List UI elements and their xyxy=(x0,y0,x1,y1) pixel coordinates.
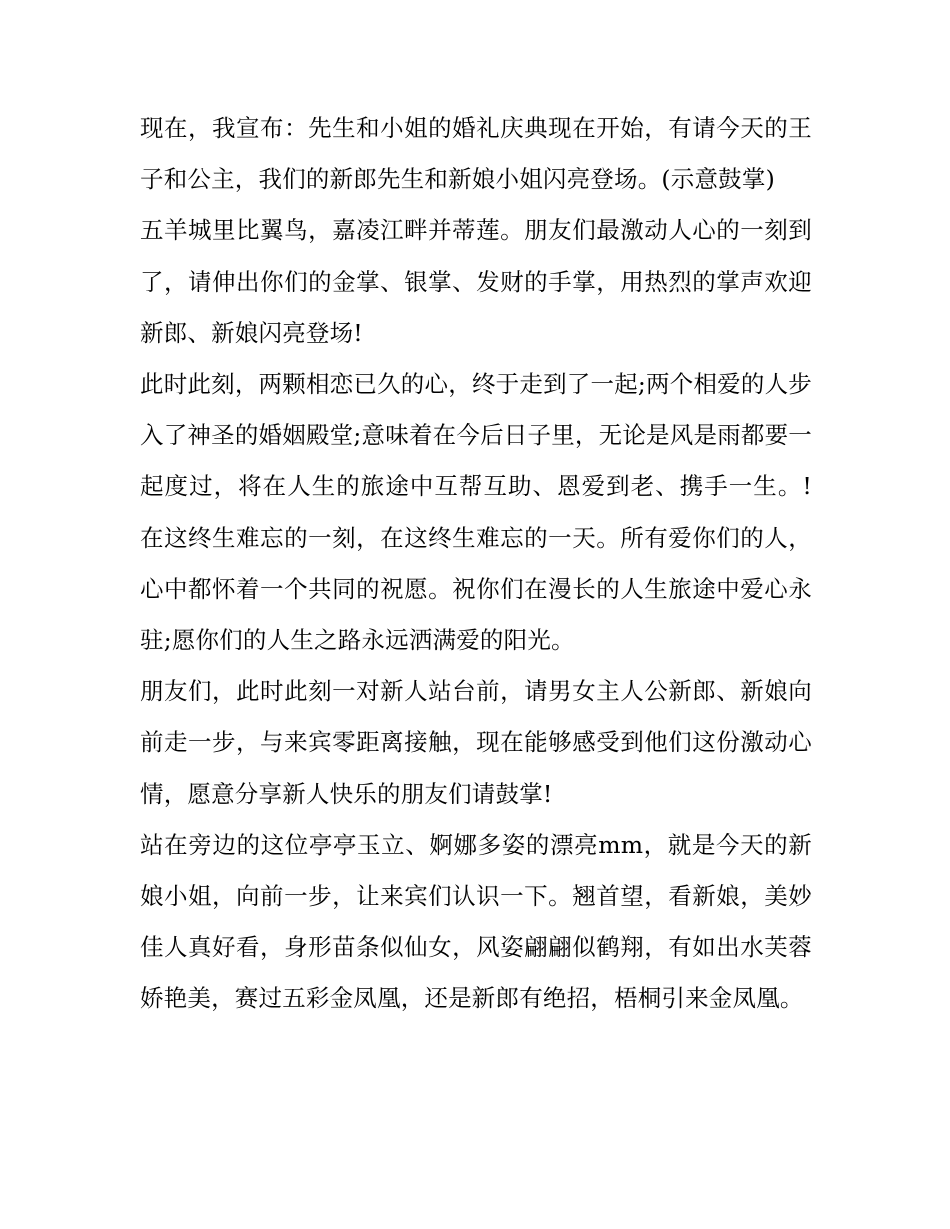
paragraph: 站在旁边的这位亭亭玉立、婀娜多姿的漂亮mm，就是今天的新娘小姐，向前一步，让来宾们认识一下。翘首望，看新娘，美妙佳人真好看，身形苗条似仙女，风姿翩翩似鹤翔，有如出水芙蓉娇艳美，赛过五彩金凤凰，还是新郎有绝招，梧桐引来金凤凰。 xyxy=(140,830,812,1013)
document-body xyxy=(140,103,812,1025)
paragraph: 朋友们，此时此刻一对新人站台前，请男女主人公新郎、新娘向前走一步，与来宾零距离接触，现在能够感受到他们这份激动心情，愿意分享新人快乐的朋友们请鼓掌! xyxy=(140,677,812,808)
paragraph: 此时此刻，两颗相恋已久的心，终于走到了一起;两个相爱的人步入了神圣的婚姻殿堂;意味着在今后日子里，无论是风是雨都要一起度过，将在人生的旅途中互帮互助、恩爱到老、携手一生。!在这终生难忘的一刻，在这终生难忘的一天。所有爱你们的人，心中都怀着一个共同的祝愿。祝你们在漫长的人生旅途中爱心永驻;愿你们的人生之路永远洒满爱的阳光。 xyxy=(140,370,812,655)
paragraph: 五羊城里比翼鸟，嘉凌江畔并蒂莲。朋友们最激动人心的一刻到了，请伸出你们的金掌、银掌、发财的手掌，用热烈的掌声欢迎新郎、新娘闪亮登场! xyxy=(140,216,812,347)
paragraph: 现在，我宣布：先生和小姐的婚礼庆典现在开始，有请今天的王子和公主，我们的新郎先生和新娘小姐闪亮登场。(示意鼓掌) xyxy=(140,114,812,194)
